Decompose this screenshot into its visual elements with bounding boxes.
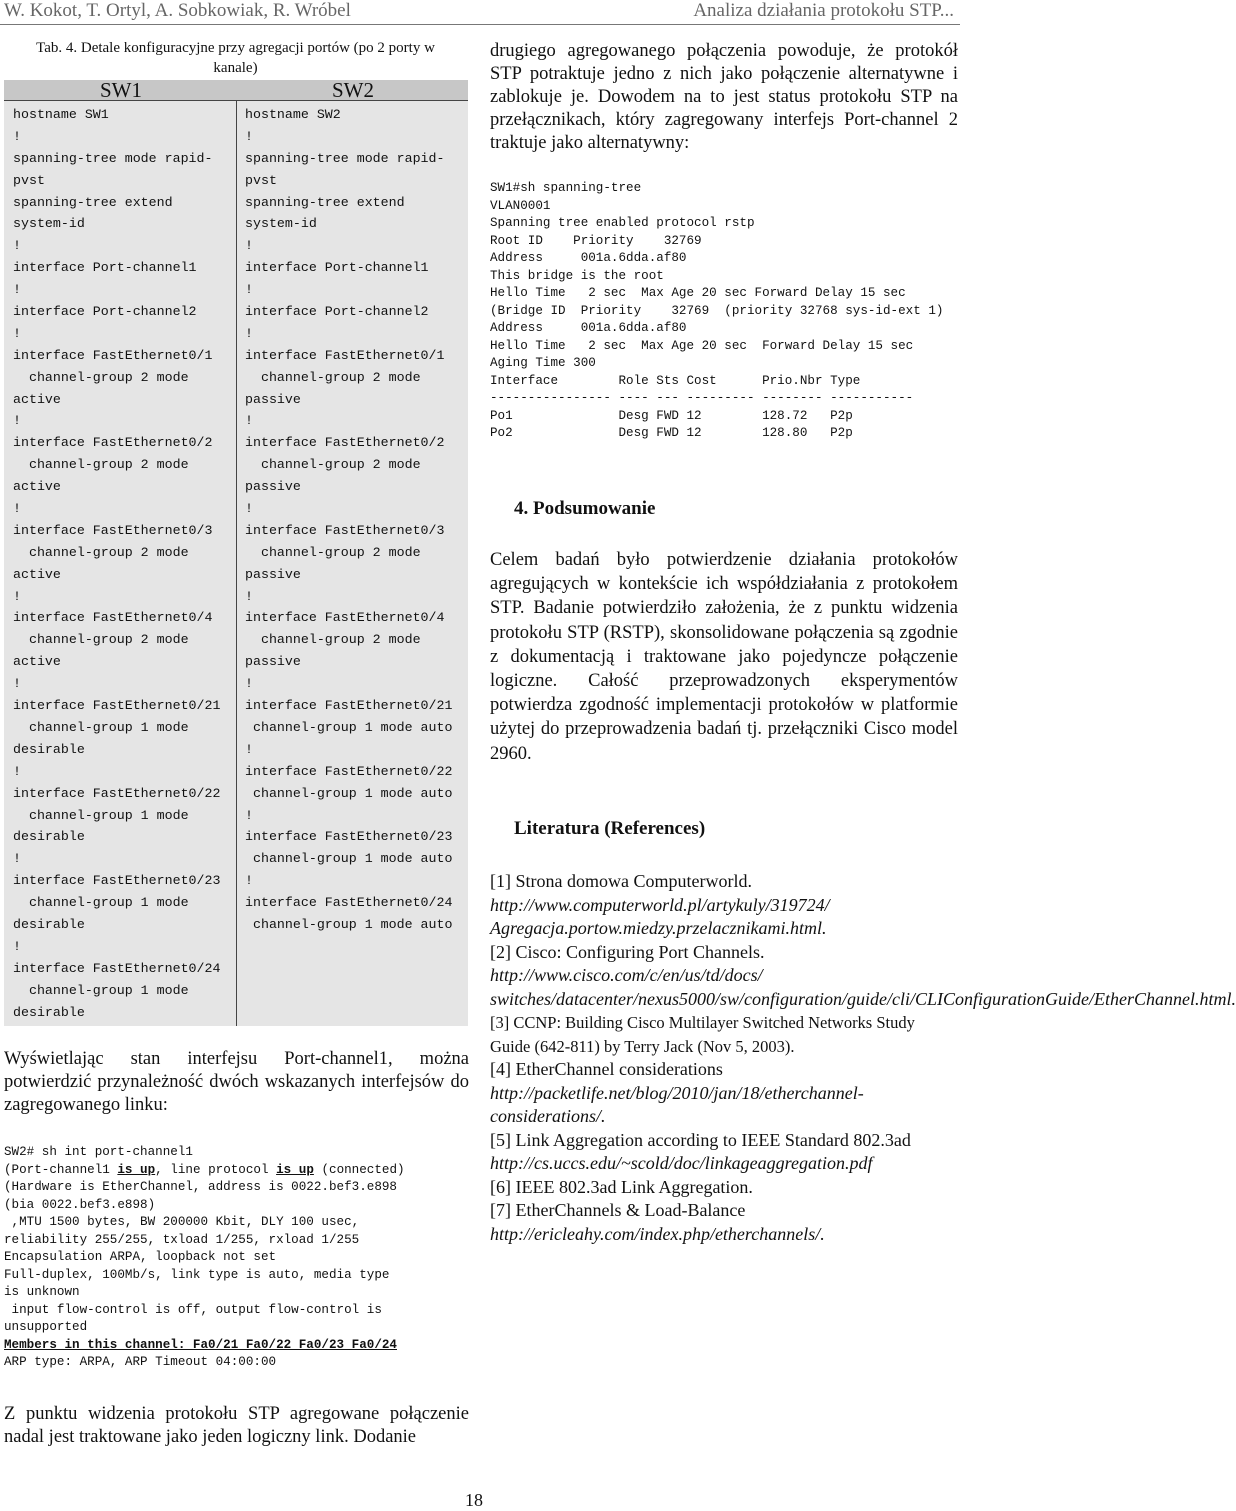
config-line: ! [245, 238, 253, 254]
sh-int-output [4, 1144, 405, 1372]
config-line: passive [245, 566, 301, 582]
config-line: interface FastEthernet0/4 [13, 610, 213, 626]
config-line: channel-group 1 mode [13, 719, 189, 735]
config-line: hostname SW1 [13, 107, 109, 122]
config-line: interface FastEthernet0/2 [13, 435, 213, 451]
config-line: desirable [13, 916, 85, 932]
sw1-column-title: SW1 [100, 78, 142, 102]
reference-text: [2] Cisco: Configuring Port Channels. [490, 941, 765, 962]
config-line: passive [245, 391, 301, 407]
reference-item [490, 941, 1236, 1012]
reference-link[interactable]: http://ericleahy.com/index.php/etherchannels/. [490, 1223, 825, 1244]
config-line: interface Port-channel2 [13, 304, 197, 320]
config-line: spanning-tree mode rapid- [13, 150, 213, 166]
config-line: interface FastEthernet0/1 [13, 347, 213, 363]
protocol-is-up: is up [276, 1162, 314, 1177]
sw1-config-column [13, 104, 228, 1023]
config-line: spanning-tree extend [13, 194, 173, 210]
config-line: ! [13, 325, 21, 341]
config-line: active [13, 654, 61, 670]
config-line: ! [13, 238, 21, 254]
config-line: channel-group 1 mode auto [245, 916, 453, 932]
reference-item: [6] IEEE 802.3ad Link Aggregation. [490, 1176, 753, 1197]
config-table-header [4, 80, 468, 101]
left-paragraph-1: Wyświetlając stan interfejsu Port-channel1, można potwierdzić przynależność dwóch wskazanych interfejsów do zagregowanego linku: [4, 1049, 469, 1115]
sw2-column-title: SW2 [332, 78, 374, 102]
reference-link[interactable]: http://www.computerworld.pl/artykuly/319724/ Agregacja.portow.miedzy.przelacznikami.html. [490, 894, 830, 938]
stp-output-line: Interface Role Sts Cost Prio.Nbr Type [490, 373, 861, 388]
config-line: channel-group 1 mode [13, 807, 189, 823]
stp-output-line: This bridge is the root [490, 268, 664, 283]
section-4-title: 4. Podsumowanie [514, 498, 656, 519]
config-line: interface FastEthernet0/22 [245, 763, 453, 779]
config-line: ! [13, 851, 21, 867]
page-number: 18 [465, 1490, 483, 1510]
config-line: desirable [13, 829, 85, 845]
config-line: interface FastEthernet0/22 [13, 785, 221, 801]
members-in-channel: Members in this channel: Fa0/21 Fa0/22 Fa0/23 Fa0/24 [4, 1337, 397, 1352]
sh-int-line: (connected) [313, 1162, 405, 1177]
config-line: spanning-tree mode rapid- [245, 150, 445, 166]
config-line: ! [245, 325, 253, 341]
status-is-up: is up [117, 1162, 156, 1177]
table-caption-line1: Tab. 4. Detale konfiguracyjne przy agregacji portów (po 2 porty w [36, 40, 435, 56]
config-line: interface FastEthernet0/4 [245, 610, 445, 626]
section-4-text: Celem badań było potwierdzenie działania protokołów agregujących w kontekście ich współdziałania z protokołem STP. Badanie potwierdziło założenia, że z punktu widzenia protokołu STP (RSTP), skonsolidowane połączenia są zgodnie z dokumentacją i traktowane jako pojedyncze połączenie logiczne. Całość przeprowadzonych eksperymentów potwierdza zgodność implementacji protokołów w platformie użytej do przeprowadzenia badań tj. przełączniki Cisco model 2960. [490, 550, 958, 764]
config-line: interface FastEthernet0/3 [245, 522, 445, 538]
config-line: channel-group 2 mode [13, 544, 189, 560]
config-line: channel-group 1 mode auto [245, 785, 453, 801]
references-list [490, 870, 1236, 1246]
config-line: ! [13, 588, 21, 604]
reference-link[interactable]: http://www.cisco.com/c/en/us/td/docs/ switches/datacenter/nexus5000/sw/configuration/guide/cli/CLIConfigurationGuide/EtherChannel.html. [490, 965, 1236, 1009]
config-line: channel-group 2 mode [245, 544, 421, 560]
config-line: ! [245, 128, 253, 144]
config-line: desirable [13, 1004, 85, 1020]
config-line: interface FastEthernet0/24 [13, 960, 221, 976]
config-line: desirable [13, 741, 85, 757]
config-line: pvst [245, 172, 277, 188]
config-line: ! [245, 413, 253, 429]
reference-text: [7] EtherChannels & Load-Balance [490, 1200, 746, 1220]
config-line: ! [13, 501, 21, 517]
config-line: active [13, 479, 61, 495]
config-line: channel-group 2 mode [245, 369, 421, 385]
right-paragraph-1: drugiego agregowanego połączenia powoduje, że protokół STP potraktuje jedno z nich jako połączenie alternatywne i zablokuje je. Dowodem na to jest status protokołu STP na przełącznikach, który zagregowany interfejs Port-channel 2 traktuje jako alternatywny: [490, 41, 958, 153]
reference-link[interactable]: http://packetlife.net/blog/2010/jan/18/etherchannel-considerations/. [490, 1082, 864, 1126]
header-short-title: Analiza działania protokołu STP... [693, 0, 954, 21]
reference-item [490, 1199, 956, 1246]
config-line: channel-group 1 mode [13, 982, 189, 998]
config-line: interface FastEthernet0/21 [13, 698, 221, 714]
config-line: ! [245, 676, 253, 692]
config-line: ! [13, 413, 21, 429]
config-line: ! [245, 741, 253, 757]
config-line: ! [245, 588, 253, 604]
config-line: ! [13, 938, 21, 954]
config-table [4, 80, 468, 1026]
stp-output [490, 180, 943, 443]
config-line: interface FastEthernet0/24 [245, 895, 453, 911]
sh-int-line: ARP type: ARPA, ARP Timeout 04:00:00 [4, 1355, 277, 1369]
config-line: interface Port-channel2 [245, 304, 429, 320]
stp-output-line: Root ID Priority 32769 [490, 233, 702, 248]
config-line: active [13, 566, 61, 582]
config-line: ! [13, 282, 21, 298]
sh-int-line: is unknown [4, 1285, 80, 1299]
references-title: Literatura (References) [514, 818, 706, 839]
config-line: spanning-tree extend [245, 194, 405, 210]
config-line: pvst [13, 172, 45, 188]
config-line: channel-group 1 mode [13, 895, 189, 911]
config-line: interface FastEthernet0/23 [13, 873, 221, 889]
column-divider [236, 101, 237, 1026]
reference-item [490, 1129, 956, 1176]
sh-int-line: reliability 255/255, txload 1/255, rxload 1/255 [4, 1232, 360, 1247]
table-caption-line2: kanale) [213, 60, 258, 76]
sh-int-line: Encapsulation ARPA, loopback not set [4, 1250, 277, 1264]
config-line: interface FastEthernet0/3 [13, 522, 213, 538]
config-line: ! [245, 873, 253, 889]
config-line: passive [245, 479, 301, 495]
config-line: channel-group 1 mode auto [245, 719, 453, 735]
stp-output-line: Address 001a.6dda.af80 [490, 321, 687, 335]
config-line: channel-group 2 mode [245, 632, 421, 648]
sh-int-line: unsupported [4, 1320, 88, 1334]
config-line: ! [13, 763, 21, 779]
left-paragraph-2: Z punktu widzenia protokołu STP agregowane połączenie nadal jest traktowane jako jeden logiczny link. Dodanie [4, 1404, 469, 1447]
sh-int-line: (bia 0022.bef3.e898) [4, 1197, 156, 1212]
reference-text: [1] Strona domowa Computerworld. [490, 871, 752, 891]
stp-output-line: SW1#sh spanning-tree [490, 181, 642, 195]
sh-int-line: SW2# sh int port-channel1 [4, 1145, 193, 1159]
config-line: system-id [13, 216, 85, 232]
reference-item [490, 870, 956, 941]
config-line: interface FastEthernet0/23 [245, 829, 453, 845]
config-line: ! [245, 807, 253, 823]
reference-text: [4] EtherChannel considerations [490, 1059, 723, 1079]
config-line: interface Port-channel1 [13, 260, 197, 276]
config-line: ! [245, 282, 253, 298]
sh-int-line: (Port-channel1 [4, 1162, 118, 1177]
config-line: ! [245, 501, 253, 517]
config-line: active [13, 391, 61, 407]
reference-text: [5] Link Aggregation according to IEEE Standard 802.3ad [490, 1129, 911, 1150]
config-line: ! [13, 128, 21, 144]
header-authors: W. Kokot, T. Ortyl, A. Sobkowiak, R. Wróbel [4, 0, 351, 21]
reference-item [490, 1058, 956, 1129]
stp-output-line: Hello Time 2 sec Max Age 20 sec Forward Delay 15 sec [490, 286, 906, 300]
stp-output-line: Address 001a.6dda.af80 [490, 251, 687, 265]
config-line: channel-group 2 mode [13, 369, 189, 385]
config-line: interface Port-channel1 [245, 260, 429, 276]
config-line: ! [13, 676, 21, 692]
config-line: channel-group 2 mode [13, 632, 189, 648]
sh-int-line: input flow-control is off, output flow-control is [4, 1302, 382, 1317]
stp-output-line: Aging Time 300 [490, 356, 596, 370]
config-line: passive [245, 654, 301, 670]
sh-int-line: , line protocol [155, 1162, 277, 1177]
config-line: channel-group 2 mode [13, 457, 189, 473]
sh-int-line: Full-duplex, 100Mb/s, link type is auto, media type [4, 1267, 390, 1282]
stp-output-line: ---------------- ---- --- --------- -------- ----------- [490, 391, 914, 405]
stp-output-line: Hello Time 2 sec Max Age 20 sec Forward Delay 15 sec [490, 338, 914, 353]
reference-link[interactable]: http://cs.uccs.edu/~scold/doc/linkageaggregation.pdf [490, 1153, 873, 1173]
config-line: interface FastEthernet0/2 [245, 435, 445, 451]
stp-output-line: Spanning tree enabled protocol rstp [490, 216, 755, 230]
config-line: system-id [245, 216, 317, 232]
stp-output-line: Po1 Desg FWD 12 128.72 P2p [490, 408, 853, 423]
reference-item: [3] CCNP: Building Cisco Multilayer Switched Networks Study Guide (642-811) by Terry Jack (Nov 5, 2003). [490, 1013, 915, 1056]
stp-output-line: VLAN0001 [490, 198, 551, 213]
config-line: hostname SW2 [245, 107, 341, 122]
stp-output-line: (Bridge ID Priority 32769 (priority 32768 sys-id-ext 1) [490, 303, 944, 318]
sh-int-line: ,MTU 1500 bytes, BW 200000 Kbit, DLY 100 usec, [4, 1215, 360, 1229]
sw2-config-column [245, 104, 460, 936]
config-line: channel-group 2 mode [245, 457, 421, 473]
config-line: interface FastEthernet0/21 [245, 698, 453, 714]
config-line: channel-group 1 mode auto [245, 851, 453, 867]
sh-int-line: (Hardware is EtherChannel, address is 0022.bef3.e898 [4, 1180, 397, 1194]
table-caption [8, 38, 463, 78]
stp-output-line: Po2 Desg FWD 12 128.80 P2p [490, 426, 853, 440]
page-header [0, 0, 960, 25]
config-line: interface FastEthernet0/1 [245, 347, 445, 363]
